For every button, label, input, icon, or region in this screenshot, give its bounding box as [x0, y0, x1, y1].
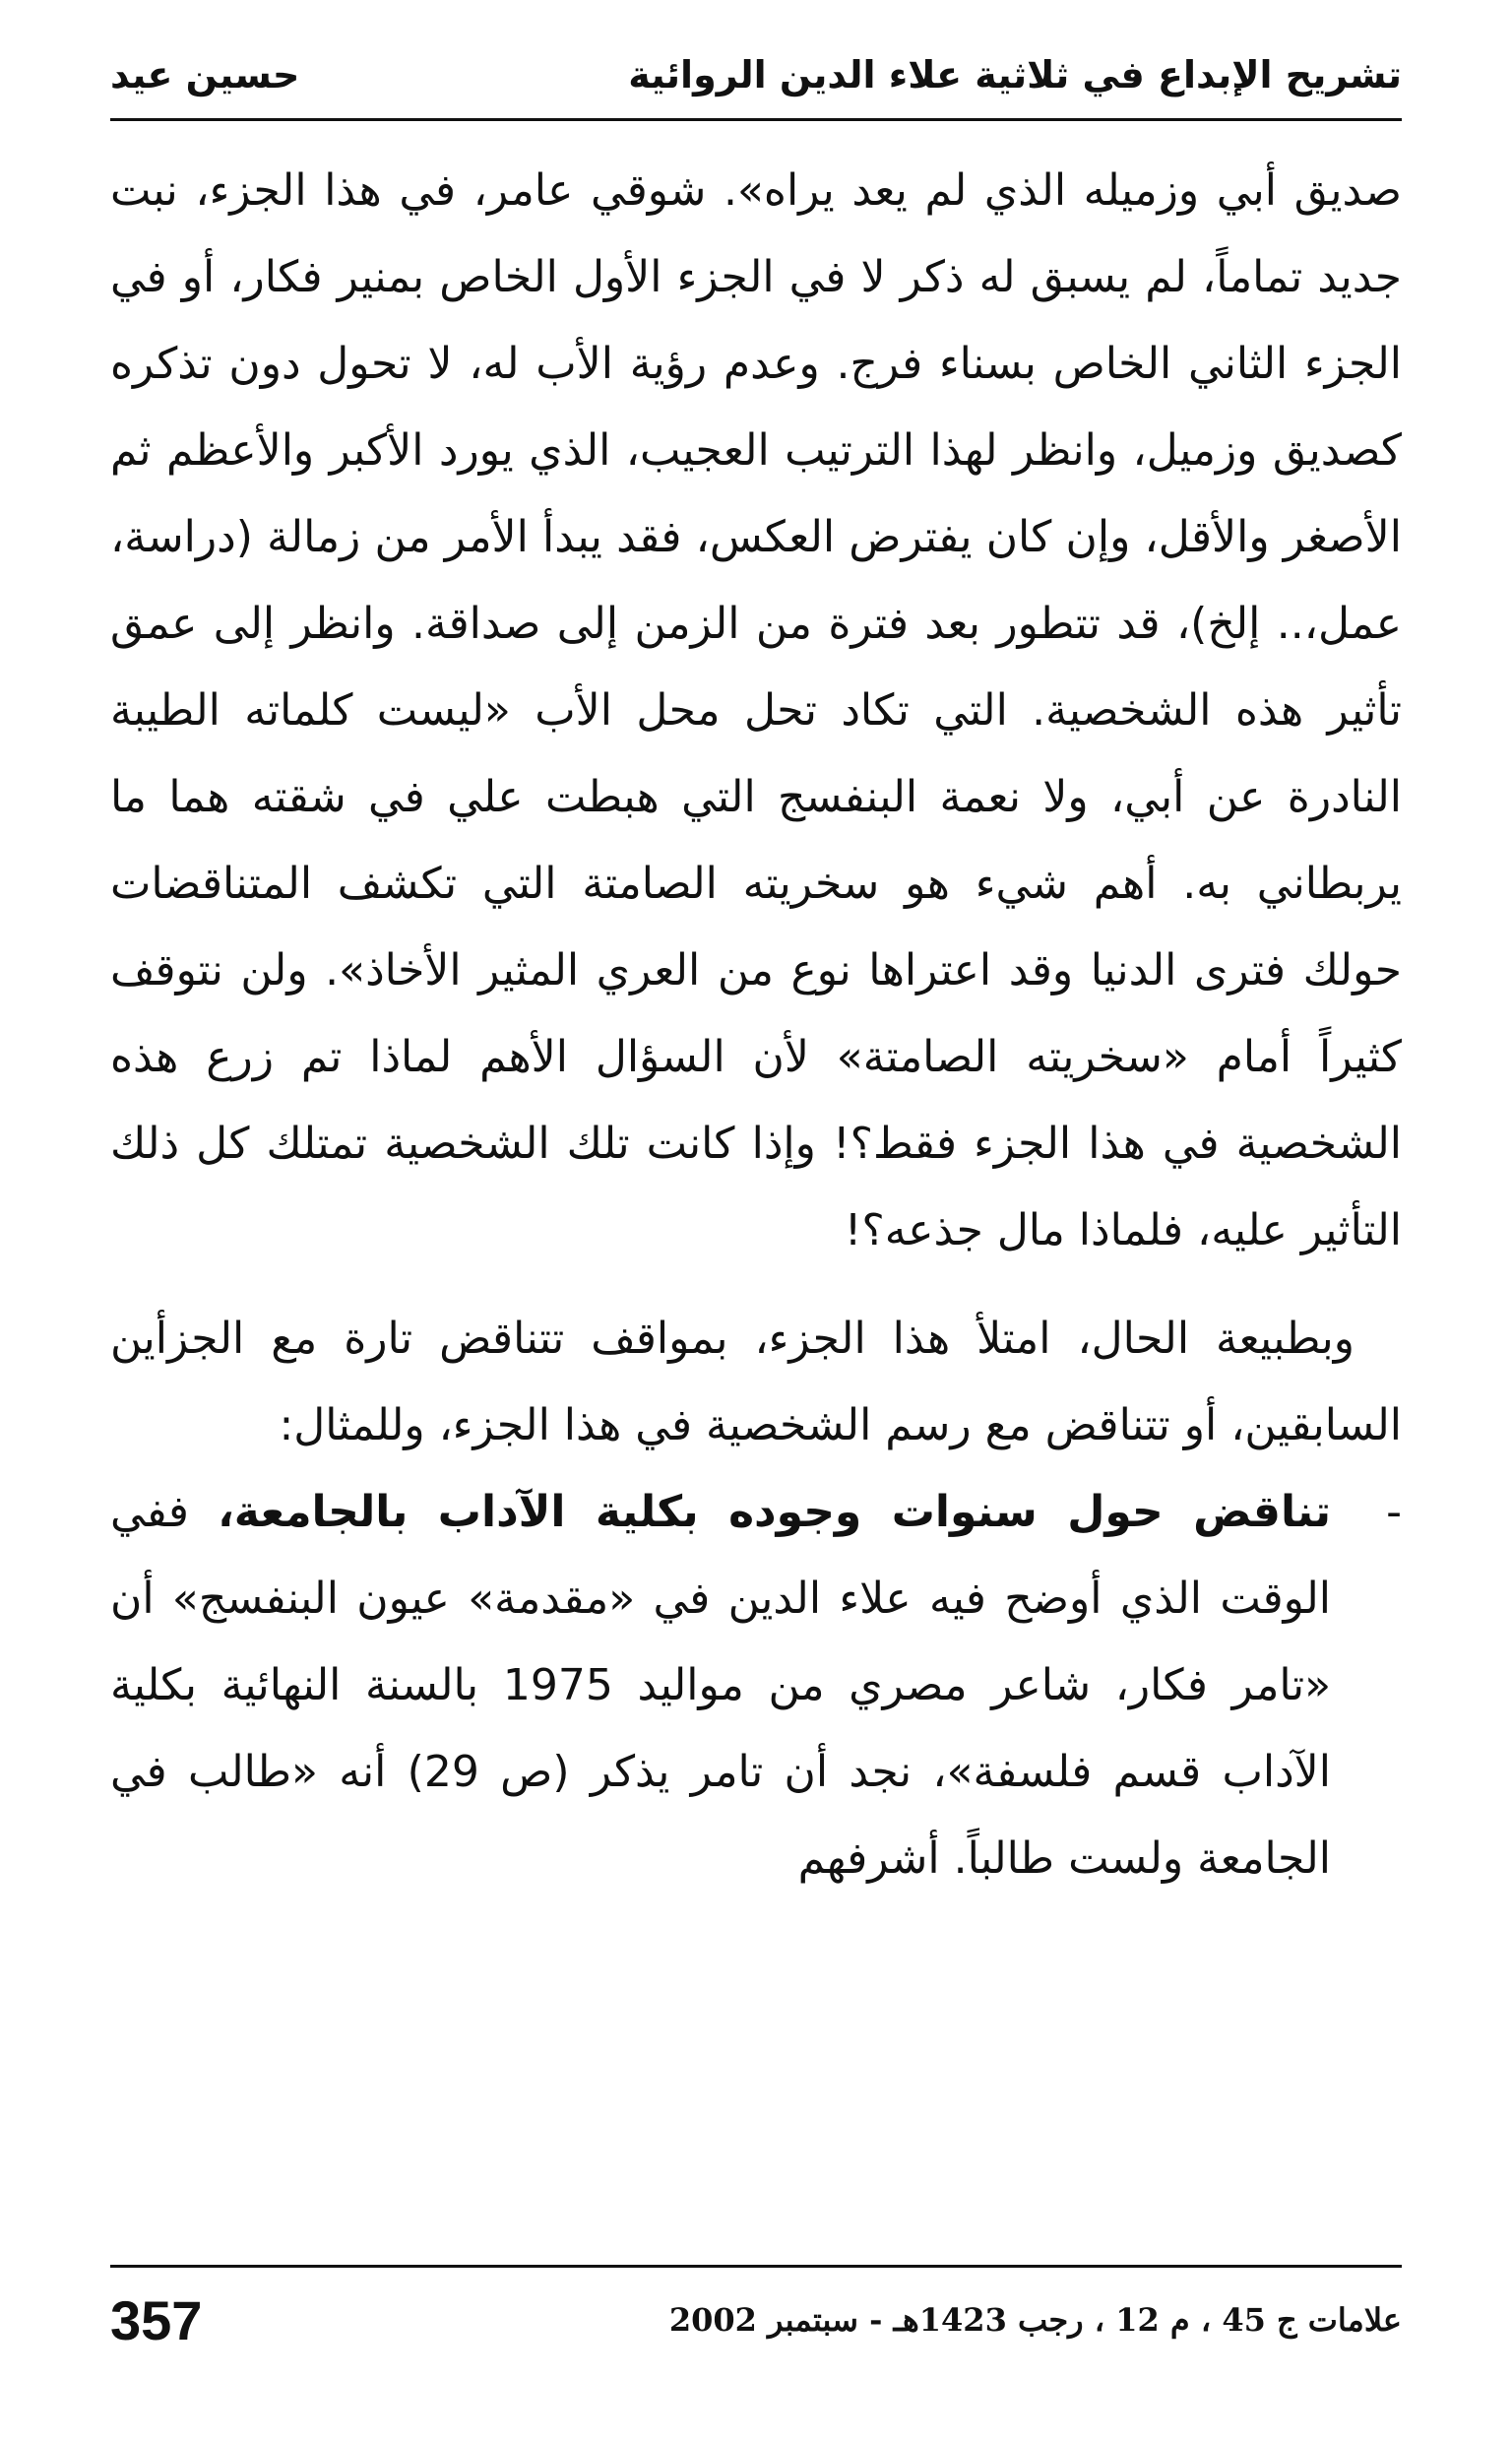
body-text: [110, 148, 1402, 1902]
paragraph-1: صديق أبي وزميله الذي لم يعد يراه». شوقي عامر، في هذا الجزء، نبت جديد تماماً، لم يسبق له ذكر لا في الجزء الأول الخاص بمنير فكار، أو في الجزء الثاني الخاص بسناء فرج. وعدم رؤية الأب له، لا تحول دون تذكره كصديق وزميل، وانظر لهذا الترتيب العجيب، الذي يورد الأكبر والأعظم ثم الأصغر والأقل، وإن كان يفترض العكس، فقد يبدأ الأمر من زمالة (دراسة، عمل،.. إلخ)، قد تتطور بعد فترة من الزمن إلى صداقة. وانظر إلى عمق تأثير هذه الشخصية. التي تكاد تحل محل الأب «ليست كلماته الطيبة النادرة عن أبي، ولا نعمة البنفسج التي هبطت علي في شقته هما ما يربطاني به. أهم شيء هو سخريته الصامتة التي تكشف المتناقضات حولك فترى الدنيا وقد اعتراها نوع من العري المثير الأخاذ». ولن نتوقف كثيراً أمام «سخريته الصامتة» لأن السؤال الأهم لماذا تم زرع هذه الشخصية في هذا الجزء فقط؟! وإذا كانت تلك الشخصية تمتلك كل ذلك التأثير عليه، فلماذا مال جذعه؟!: [110, 165, 1402, 1255]
bullet-paragraph: [110, 1469, 1331, 1902]
running-footer: [110, 2281, 1402, 2359]
paragraph-2: وبطبيعة الحال، امتلأ هذا الجزء، بمواقف تتناقض تارة مع الجزأين السابقين، أو تتناقض مع رسم الشخصية في هذا الجزء، وللمثال:: [110, 1314, 1402, 1450]
header-author: حسين عيد: [110, 53, 300, 96]
footer-rule: [110, 2265, 1402, 2268]
header-rule: [110, 118, 1402, 121]
header-title: تشريح الإبداع في ثلاثية علاء الدين الروائية: [628, 53, 1402, 96]
page-number: 357: [110, 2288, 203, 2351]
bullet-body: ففي الوقت الذي أوضح فيه علاء الدين في «مقدمة» عيون البنفسج» أن «تامر فكار، شاعر مصري من مواليد 1975 بالسنة النهائية بكلية الآداب قسم فلسفة»، نجد أن تامر يذكر (ص 29) أنه «طالب في الجامعة ولست طالباً. أشرفهم: [110, 1487, 1332, 1884]
bullet-heading: تناقض حول سنوات وجوده بكلية الآداب بالجامعة،: [218, 1487, 1331, 1537]
running-header: [110, 39, 1402, 110]
bullet-dash: -: [1386, 1487, 1402, 1537]
footer-issue-info: علامات ج 45 ، م 12 ، رجب 1423هـ - سبتمبر 2002: [668, 2301, 1402, 2339]
bullet-item: [110, 1469, 1402, 1902]
